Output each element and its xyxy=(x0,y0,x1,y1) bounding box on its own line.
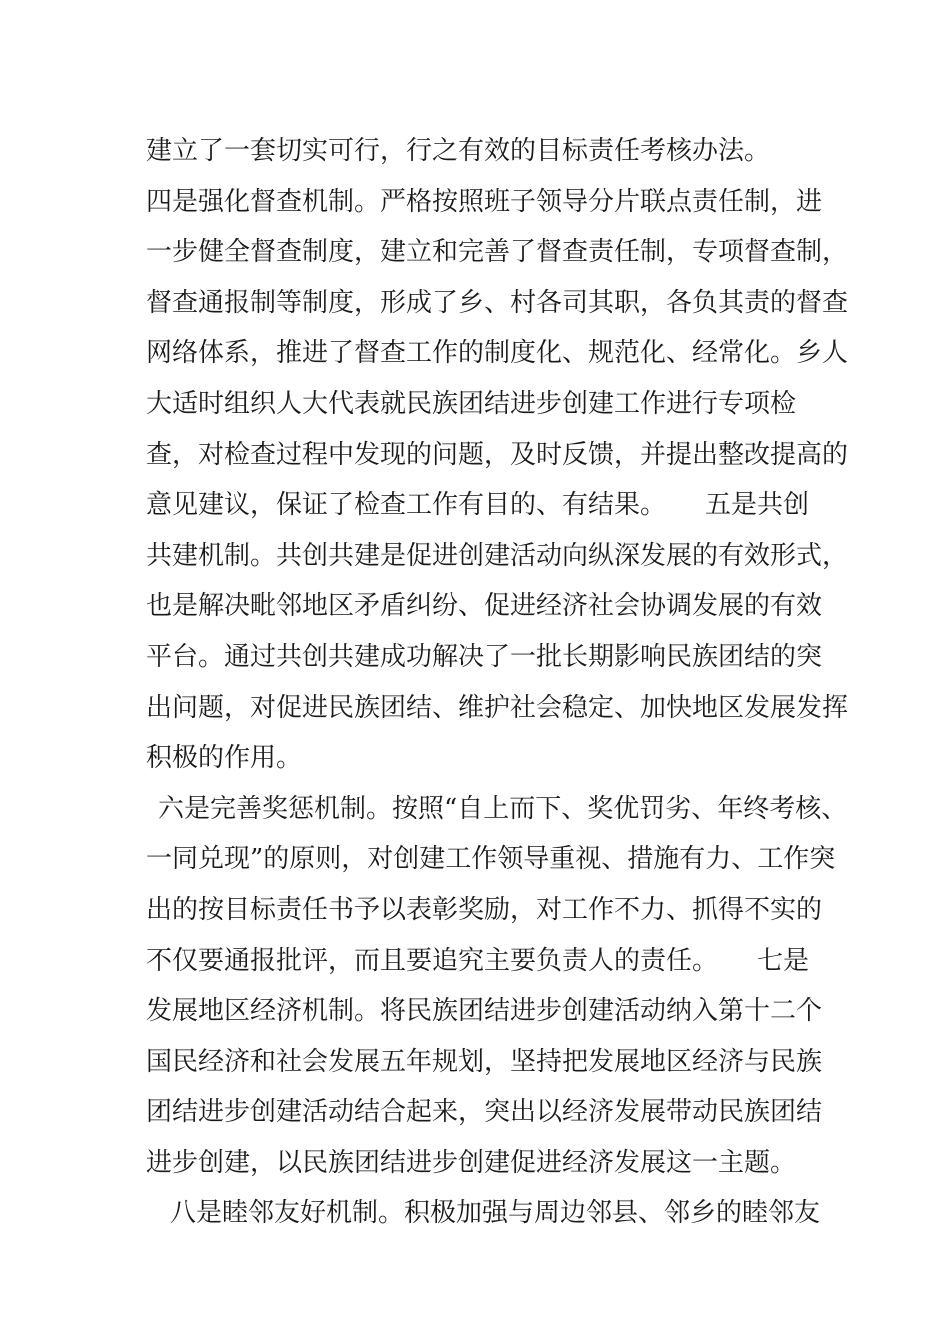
text-line: 国民经济和社会发展五年规划，坚持把发展地区经济与民族 xyxy=(146,1046,823,1077)
text-line: 大适时组织人大代表就民族团结进步创建工作进行专项检 xyxy=(146,388,797,419)
text-line: 共建机制。共创共建是促进创建活动向纵深发展的有效形式， xyxy=(146,540,849,571)
text-line: 发展地区经济机制。将民族团结进步创建活动纳入第十二个 xyxy=(146,996,823,1027)
text-line: 一步健全督查制度，建立和完善了督查责任制，专项督查制， xyxy=(146,237,849,268)
text-line: 团结进步创建活动结合起来，突出以经济发展带动民族团结 xyxy=(146,1097,823,1128)
text-line: 进步创建，以民族团结进步创建促进经济发展这一主题。 xyxy=(146,1147,797,1178)
text-line: 平台。通过共创共建成功解决了一批长期影响民族团结的突 xyxy=(146,641,823,672)
text-line: 出的按目标责任书予以表彰奖励，对工作不力、抓得不实的 xyxy=(146,894,823,925)
text-line: 督查通报制等制度，形成了乡、村各司其职，各负其责的督查 xyxy=(146,287,849,318)
text-line: 四是强化督查机制。严格按照班子领导分片联点责任制，进 xyxy=(146,186,823,217)
text-line: 八是睦邻友好机制。积极加强与周边邻县、邻乡的睦邻友 xyxy=(170,1198,821,1229)
text-line: 也是解决毗邻地区矛盾纠纷、促进经济社会协调发展的有效 xyxy=(146,591,823,622)
text-line: 查，对检查过程中发现的问题，及时反馈，并提出整改提高的 xyxy=(146,439,849,470)
text-line: 积极的作用。 xyxy=(146,743,303,774)
text-line: 出问题，对促进民族团结、维护社会稳定、加快地区发展发挥 xyxy=(146,692,849,723)
text-line: 一同兑现”的原则，对创建工作领导重视、措施有力、工作突 xyxy=(146,844,836,875)
body-text xyxy=(146,126,849,1239)
text-line: 建立了一套切实可行，行之有效的目标责任考核办法。 xyxy=(146,136,771,166)
text-line: 意见建议，保证了检查工作有目的、有结果。 五是共创 xyxy=(146,490,810,521)
text-line: 六是完善奖惩机制。按照“自上而下、奖优罚劣、年终考核、 xyxy=(158,793,848,824)
text-line: 网络体系，推进了督查工作的制度化、规范化、经常化。乡人 xyxy=(146,338,849,369)
text-line: 不仅要通报批评，而且要追究主要负责人的责任。 七是 xyxy=(146,945,810,976)
